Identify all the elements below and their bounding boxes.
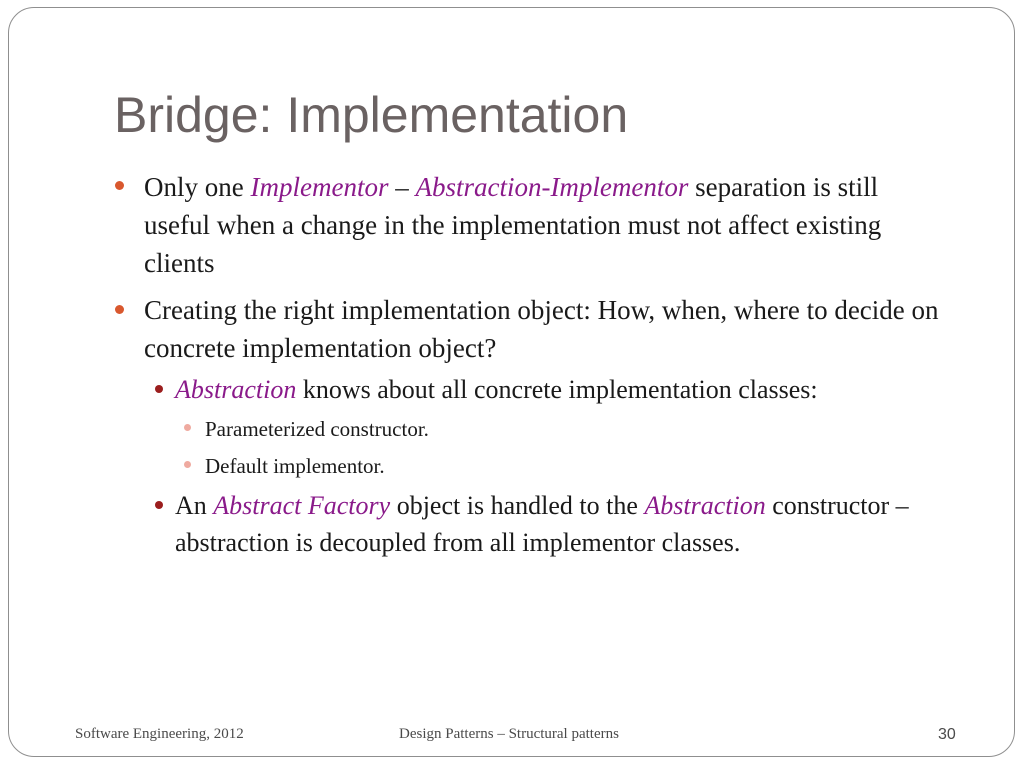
emphasis-abstraction: Abstraction bbox=[175, 375, 297, 404]
sub-bullet-2-text bbox=[175, 487, 945, 561]
text-run: separation is still useful when a change in the implementation must not affect existing clients bbox=[144, 172, 882, 278]
bullet-1-text bbox=[144, 168, 944, 282]
page-number: 30 bbox=[938, 726, 956, 743]
bullet-2-text: Creating the right implementation object: How, when, where to decide on concrete implementation object? bbox=[144, 295, 939, 363]
text-run: Only one bbox=[144, 172, 251, 202]
text-run: object is handled to the bbox=[390, 491, 645, 520]
sub-bullet-1-text bbox=[175, 371, 945, 408]
footer-left: Software Engineering, 2012 bbox=[75, 726, 244, 742]
sub-sub-bullet-icon bbox=[184, 424, 191, 431]
footer-center: Design Patterns – Structural patterns bbox=[399, 726, 619, 742]
sub-sub-bullet-2-text: Default implementor. bbox=[205, 454, 385, 478]
text-run: An bbox=[175, 491, 214, 520]
text-run: – bbox=[388, 172, 416, 202]
text-run: knows about all concrete implementation classes: bbox=[296, 375, 818, 404]
text-run: constructor – abstraction is decoupled from all implementor classes. bbox=[175, 491, 909, 557]
emphasis-implementor: Implementor bbox=[250, 172, 389, 202]
sub-bullet-icon bbox=[155, 501, 163, 509]
emphasis-abstraction: Abstraction bbox=[644, 491, 766, 520]
bullet-icon bbox=[115, 305, 124, 314]
emphasis-abstract-factory: Abstract Factory bbox=[213, 491, 391, 520]
sub-sub-bullet-1-text: Parameterized constructor. bbox=[205, 417, 429, 441]
slide-title: Bridge: Implementation bbox=[114, 87, 629, 143]
bullet-icon bbox=[115, 181, 124, 190]
emphasis-abstraction-implementor: Abstraction-Implementor bbox=[415, 172, 689, 202]
sub-sub-bullet-icon bbox=[184, 461, 191, 468]
sub-bullet-icon bbox=[155, 385, 163, 393]
